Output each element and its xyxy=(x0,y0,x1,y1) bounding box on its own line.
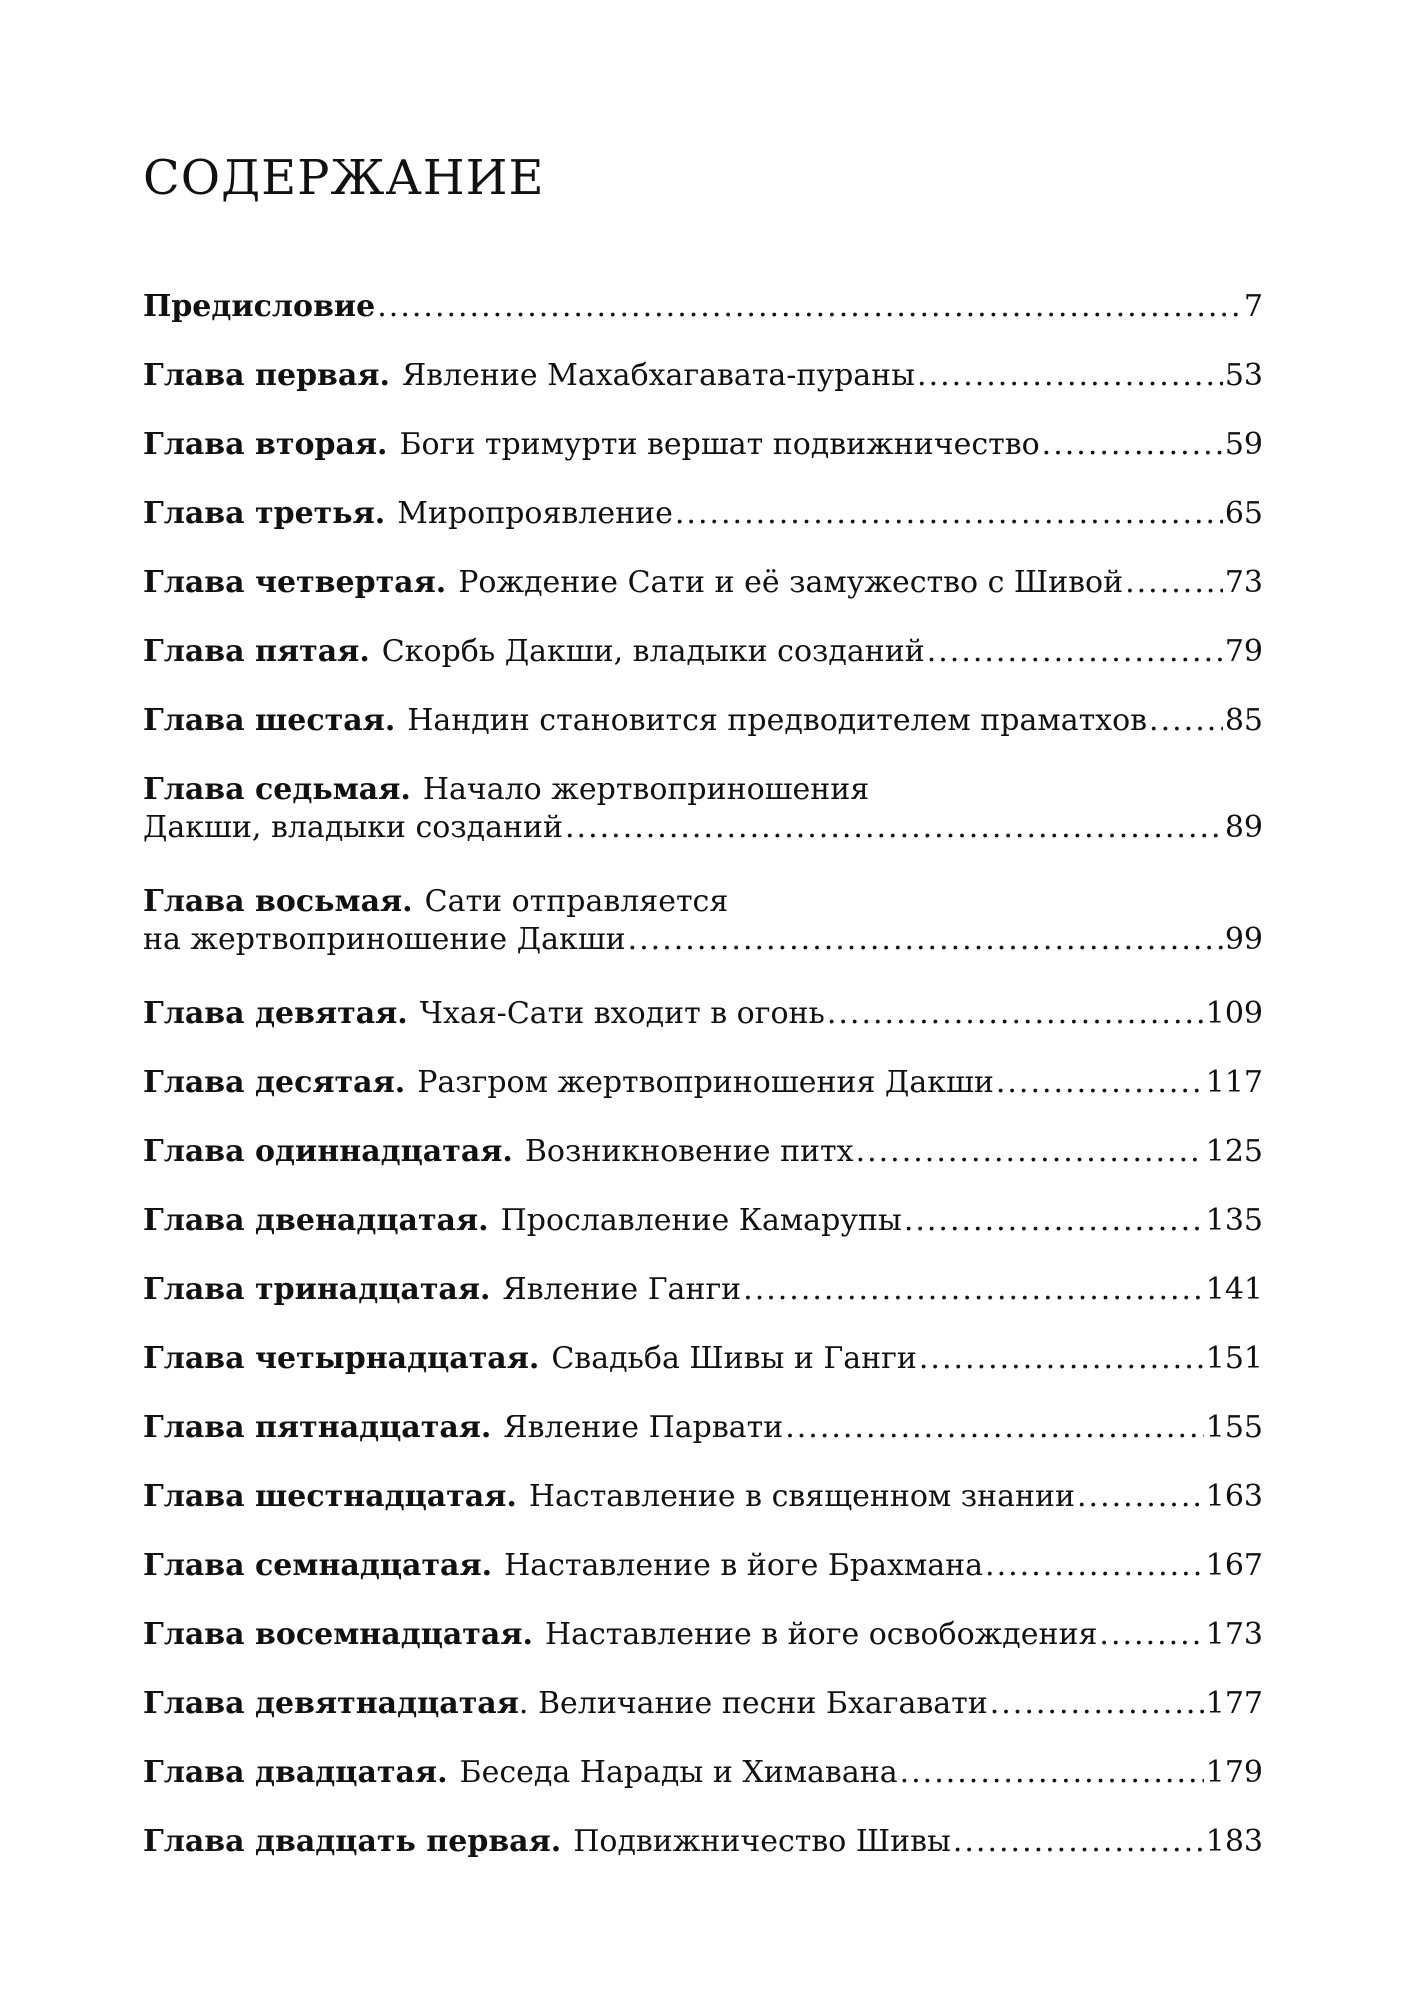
toc-entry-chapter-3 xyxy=(143,495,1263,533)
chapter-label: Глава первая. xyxy=(143,358,390,393)
toc-entry-chapter-18 xyxy=(143,1616,1263,1654)
toc-entry-chapter-20 xyxy=(143,1754,1263,1792)
toc-entry-chapter-16 xyxy=(143,1478,1263,1516)
chapter-title: Наставление в йоге Брахмана xyxy=(504,1548,984,1583)
chapter-title: Явление Парвати xyxy=(503,1410,784,1445)
chapter-title-continued: на жертвоприношение Дакши xyxy=(143,922,626,957)
page-number: 173 xyxy=(1205,1617,1263,1652)
toc-entry-chapter-11 xyxy=(143,1133,1263,1171)
chapter-label: Глава восемнадцатая. xyxy=(143,1617,533,1652)
chapter-title: Разгром жертвоприношения Дакши xyxy=(417,1065,994,1100)
chapter-label: Глава шестая. xyxy=(143,703,396,738)
page-number: 53 xyxy=(1224,358,1263,393)
page-number: 125 xyxy=(1205,1134,1263,1169)
page-number: 7 xyxy=(1243,289,1263,324)
page-number: 89 xyxy=(1224,810,1263,845)
page-number: 85 xyxy=(1224,703,1263,738)
chapter-title: Боги тримурти вершат подвижничество xyxy=(399,427,1040,462)
chapter-title: . Величание песни Бхагавати xyxy=(518,1686,988,1721)
page-number: 117 xyxy=(1205,1065,1263,1100)
leader-dots xyxy=(927,633,1223,671)
page-number: 151 xyxy=(1205,1341,1263,1376)
chapter-label: Глава тринадцатая. xyxy=(143,1272,491,1307)
chapter-label: Глава двадцатая. xyxy=(143,1755,448,1790)
page-number: 183 xyxy=(1205,1824,1263,1859)
chapter-label: Глава девятая. xyxy=(143,996,408,1031)
chapter-title: Нандин становится предводителем праматхов xyxy=(407,703,1148,738)
chapter-title: Прославление Камарупы xyxy=(500,1203,902,1238)
page-number: 179 xyxy=(1205,1755,1263,1790)
leader-dots xyxy=(1042,426,1223,464)
chapter-label: Глава двенадцатая. xyxy=(143,1203,489,1238)
leader-dots xyxy=(856,1133,1204,1171)
chapter-title: Свадьба Шивы и Ганги xyxy=(551,1341,917,1376)
chapter-title: Наставление в священном знании xyxy=(528,1479,1075,1514)
chapter-label: Глава седьмая. xyxy=(143,772,411,807)
chapter-title: Возникновение питх xyxy=(524,1134,854,1169)
leader-dots xyxy=(919,1340,1204,1378)
page-number: 65 xyxy=(1224,496,1263,531)
page-number: 177 xyxy=(1205,1686,1263,1721)
toc-entry-chapter-10 xyxy=(143,1064,1263,1102)
leader-dots xyxy=(985,1547,1204,1585)
chapter-title: Скорбь Дакши, владыки созданий xyxy=(381,634,925,669)
leader-dots xyxy=(917,357,1223,395)
toc-entry-chapter-13 xyxy=(143,1271,1263,1309)
leader-dots xyxy=(904,1202,1204,1240)
leader-dots xyxy=(628,921,1223,959)
page-number: 73 xyxy=(1224,565,1263,600)
toc-entry-chapter-17 xyxy=(143,1547,1263,1585)
leader-dots xyxy=(900,1754,1204,1792)
page-number: 59 xyxy=(1224,427,1263,462)
chapter-label: Глава четырнадцатая. xyxy=(143,1341,540,1376)
chapter-label: Глава пятая. xyxy=(143,634,370,669)
chapter-label: Глава семнадцатая. xyxy=(143,1548,493,1583)
leader-dots xyxy=(675,495,1223,533)
toc-entry-chapter-19 xyxy=(143,1685,1263,1723)
toc-entry-chapter-1 xyxy=(143,357,1263,395)
chapter-label: Глава третья. xyxy=(143,496,386,531)
chapter-label: Глава десятая. xyxy=(143,1065,406,1100)
chapter-label: Глава одиннадцатая. xyxy=(143,1134,513,1169)
chapter-label: Глава девятнадцатая xyxy=(143,1686,519,1721)
toc-entry-chapter-4 xyxy=(143,564,1263,602)
toc-entry-chapter-2 xyxy=(143,426,1263,464)
toc-entry-chapter-8 xyxy=(143,883,1263,959)
leader-dots xyxy=(996,1064,1204,1102)
toc-entry-chapter-9 xyxy=(143,995,1263,1033)
chapter-label: Глава двадцать первая. xyxy=(143,1824,562,1859)
page-number: 155 xyxy=(1205,1410,1263,1445)
chapter-label: Предисловие xyxy=(143,289,376,324)
chapter-title: Рождение Сати и её замужество с Шивой xyxy=(458,565,1124,600)
leader-dots xyxy=(1149,702,1223,740)
toc-entry-chapter-7 xyxy=(143,771,1263,847)
page-number: 135 xyxy=(1205,1203,1263,1238)
chapter-label: Глава восьмая. xyxy=(143,884,413,919)
chapter-title: Подвижничество Шивы xyxy=(573,1824,951,1859)
leader-dots xyxy=(1099,1616,1203,1654)
chapter-label: Глава пятнадцатая. xyxy=(143,1410,492,1445)
leader-dots xyxy=(953,1823,1204,1861)
chapter-title: Начало жертвоприношения xyxy=(422,772,870,807)
chapter-title: Сати отправляется xyxy=(424,884,729,919)
toc-entry-chapter-15 xyxy=(143,1409,1263,1447)
leader-dots xyxy=(990,1685,1204,1723)
page-number: 141 xyxy=(1205,1272,1263,1307)
leader-dots xyxy=(377,288,1242,326)
page-title: СОДЕРЖАНИЕ xyxy=(143,150,545,206)
chapter-title: Явление Ганги xyxy=(502,1272,742,1307)
leader-dots xyxy=(565,809,1223,847)
chapter-label: Глава шестнадцатая. xyxy=(143,1479,517,1514)
toc-entry-preface xyxy=(143,288,1263,326)
chapter-label: Глава вторая. xyxy=(143,427,388,462)
leader-dots xyxy=(1125,564,1223,602)
leader-dots xyxy=(1077,1478,1204,1516)
toc-entry-chapter-12 xyxy=(143,1202,1263,1240)
chapter-title: Явление Махабхагавата-пураны xyxy=(401,358,916,393)
page-number: 163 xyxy=(1205,1479,1263,1514)
leader-dots xyxy=(827,995,1204,1033)
page-number: 109 xyxy=(1205,996,1263,1031)
leader-dots xyxy=(785,1409,1204,1447)
page-number: 167 xyxy=(1205,1548,1263,1583)
toc-entry-chapter-6 xyxy=(143,702,1263,740)
chapter-title: Наставление в йоге освобождения xyxy=(544,1617,1098,1652)
chapter-label: Глава четвертая. xyxy=(143,565,447,600)
chapter-title: Беседа Нарады и Химавана xyxy=(459,1755,898,1790)
page-number: 99 xyxy=(1224,922,1263,957)
toc-entry-chapter-5 xyxy=(143,633,1263,671)
chapter-title-continued: Дакши, владыки созданий xyxy=(143,810,564,845)
leader-dots xyxy=(743,1271,1204,1309)
page-number: 79 xyxy=(1224,634,1263,669)
toc-entry-chapter-14 xyxy=(143,1340,1263,1378)
chapter-title: Миропроявление xyxy=(397,496,673,531)
chapter-title: Чхая-Сати входит в огонь xyxy=(419,996,825,1031)
toc-entry-chapter-21 xyxy=(143,1823,1263,1861)
